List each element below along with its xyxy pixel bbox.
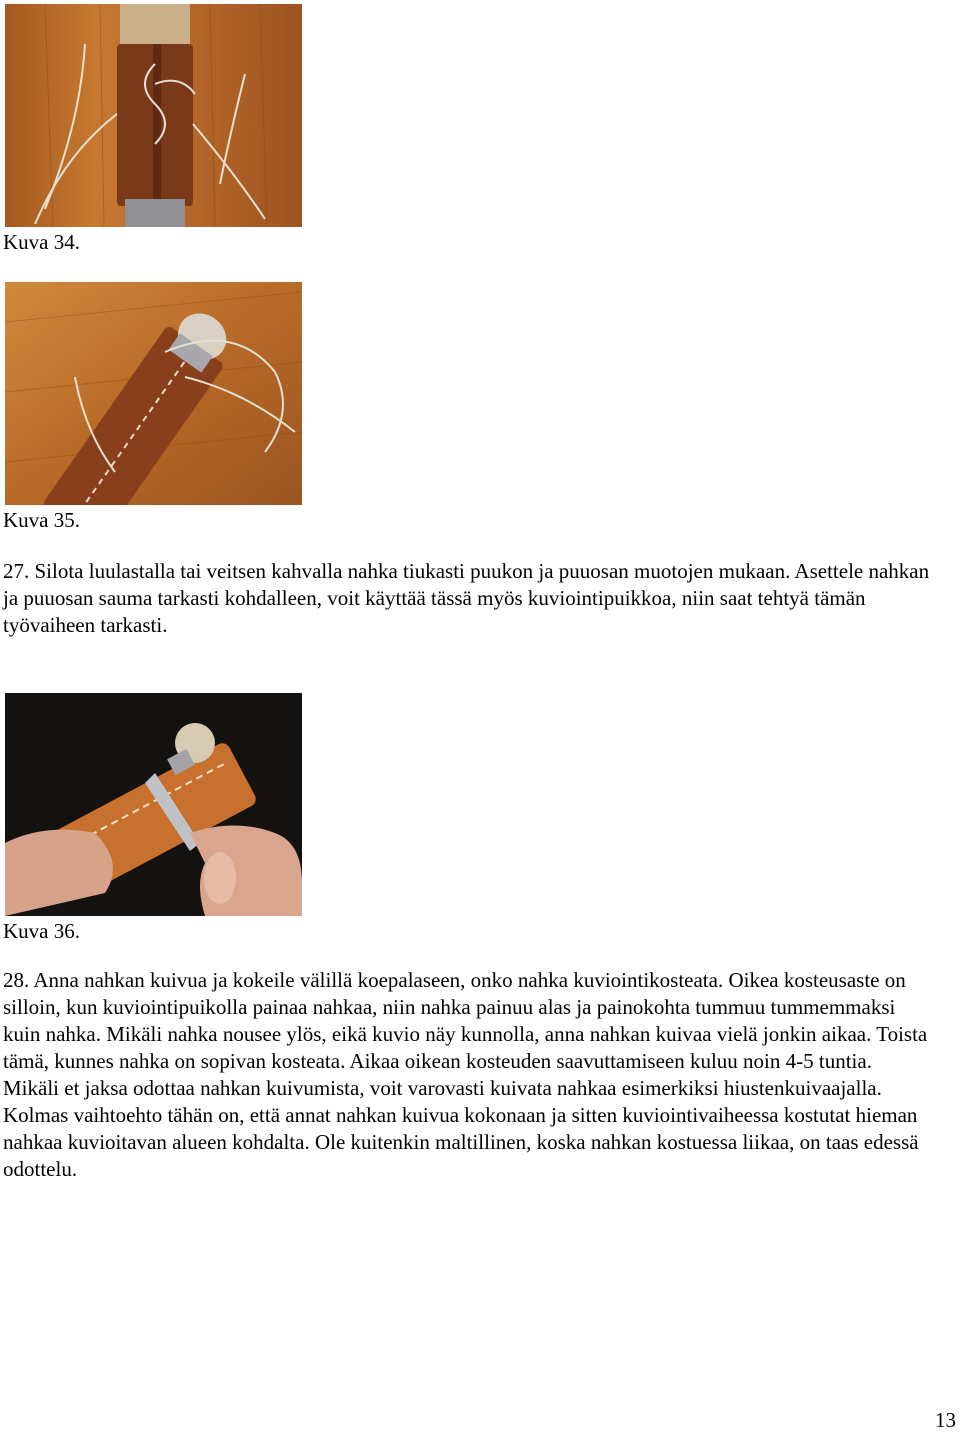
instruction-step-28: 28. Anna nahkan kuivua ja kokeile välillä koepalaseen, onko nahka kuviointikosteata. Oikea kosteusaste on silloin, kun kuviointipuikolla painaa nahkaa, niin nahka painuu alas ja painokohta tummuu tummemmaksi kuin nahka. Mikäli nahka nousee ylös, eikä kuvio näy kunnolla, anna nahkan kuivaa vielä jonkin aikaa. Toista tämä, kunnes nahka on sopivan kosteata. Aikaa oikean kosteuden saavuttamiseen kuluu noin 4-5 tuntia. Mikäli et jaksa odottaa nahkan kuivumista, voit varovasti kuivata nahkaa esimerkiksi hiustenkuivaajalla. Kolmas vaihtoehto tähän on, että annat nahkan kuivua kokonaan ja sitten kuviointivaiheessa kostutat hieman nahkaa kuvioitavan alueen kohdalta. Ole kuitenkin maltillinen, koska nahkan kostuessa liikaa, on taas edessä odottelu. [3,968,928,1181]
page-number: 13 [935,1408,956,1432]
figure-36-caption: Kuva 36. [3,919,80,943]
figure-36-photo [5,693,302,916]
instruction-step-27: 27. Silota luulastalla tai veitsen kahvalla nahka tiukasti puukon ja puuosan muotojen mukaan. Asettele nahkan ja puuosan sauma tarkasti kohdalleen, voit käyttää tässä myös kuviointipuikkoa, niin saat tehtyä tämän työvaiheen tarkasti. [3,559,930,637]
figure-34-photo [5,4,302,227]
figure-34-caption: Kuva 34. [3,230,80,254]
figure-35-caption: Kuva 35. [3,508,80,532]
figure-35-photo [5,282,302,505]
